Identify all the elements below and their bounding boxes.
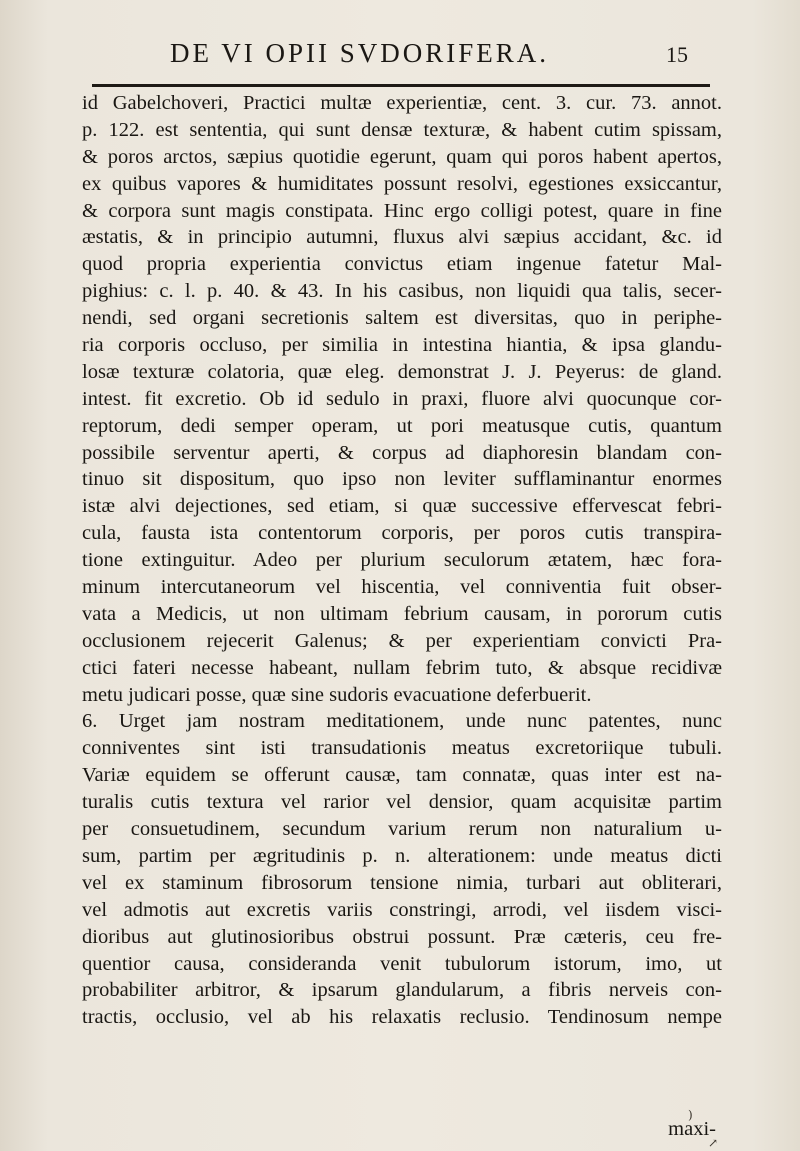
text-line: intest. fit excretio. Ob id sedulo in praxi, fluore alvi quocunque cor- <box>82 387 722 410</box>
text-line: metu judicari posse, quæ sine sudoris evacuatione deferbuerit. <box>82 683 592 706</box>
text-line: ctici fateri necesse habeant, nullam febrim tuto, & absque recidivæ <box>82 656 722 679</box>
text-line: tione extinguitur. Adeo per plurium seculorum ætatem, hæc fora- <box>82 549 722 572</box>
text-line: per consuetudinem, secundum varium rerum non naturalium u- <box>82 818 722 841</box>
page-header <box>140 38 700 78</box>
text-line: vata a Medicis, ut non ultimam febrium causam, in pororum cutis <box>82 602 722 625</box>
text-line: ria corporis occluso, per similia in intestina hiantia, & ipsa glandu- <box>82 334 722 357</box>
header-rule <box>92 84 710 87</box>
text-line: cula, fausta ista contentorum corporis, per poros cutis transpira- <box>82 522 722 545</box>
text-line: occlusionem rejecerit Galenus; & per experientiam convicti Pra- <box>82 629 722 652</box>
text-line: & corpora sunt magis constipata. Hinc ergo colligi potest, quare in fine <box>82 199 722 222</box>
text-line: p. 122. est sententia, qui sunt densæ texturæ, & habent cutim spissam, <box>82 118 722 141</box>
text-line: quentior causa, consideranda venit tubulorum istorum, imo, ut <box>82 952 722 975</box>
text-line: istæ alvi dejectiones, sed etiam, si quæ successive effervescat febri- <box>82 495 722 518</box>
text-line: quod propria experientia convictus etiam ingenue fatetur Mal- <box>82 253 722 276</box>
text-line: æstatis, & in principio autumni, fluxus alvi sæpius accidant, &c. id <box>82 226 722 249</box>
text-line: ex quibus vapores & humiditates possunt resolvi, egestiones exsiccantur, <box>82 172 722 195</box>
body-text <box>82 90 722 1031</box>
text-line: vel admotis aut excretis variis constringi, arrodi, vel iisdem visci- <box>82 898 722 921</box>
text-line: possibile serventur aperti, & corpus ad diaphoresin blandam con- <box>82 441 722 464</box>
text-line: nendi, sed organi secretionis saltem est diversitas, quo in periphe- <box>82 307 722 330</box>
text-line: & poros arctos, sæpius quotidie egerunt, quam qui poros habent apertos, <box>82 145 722 168</box>
ink-mark: ) <box>688 1108 693 1122</box>
text-line: pighius: c. l. p. 40. & 43. In his casibus, non liquidi qua talis, secer- <box>82 280 722 303</box>
ink-mark: ↗ <box>708 1136 719 1150</box>
page-number: 15 <box>666 42 688 67</box>
running-head: DE VI OPII SVDORIFERA. <box>170 38 550 68</box>
text-line: tinuo sit dispositum, quo ipso non leviter sufflaminantur enormes <box>82 468 722 491</box>
text-line: dioribus aut glutinosioribus obstrui possunt. Præ cæteris, ceu fre- <box>82 925 722 948</box>
text-line: turalis cutis textura vel rarior vel densior, quam acquisitæ partim <box>82 791 722 814</box>
text-line: reptorum, dedi semper operam, ut pori meatusque cutis, quantum <box>82 414 722 437</box>
text-line: vel ex staminum fibrosorum tensione nimia, turbari aut obliterari, <box>82 871 722 894</box>
text-line: conniventes sint isti transudationis meatus excretoriique tubuli. <box>82 737 722 760</box>
text-line: tractis, occlusio, vel ab his relaxatis reclusio. Tendinosum nempe <box>82 1006 722 1029</box>
text-line: id Gabelchoveri, Practici multæ experientiæ, cent. 3. cur. 73. annot. <box>82 92 722 114</box>
catchword: maxi- <box>668 1118 716 1140</box>
text-line: probabiliter arbitror, & ipsarum glandularum, a fibris nerveis con- <box>82 979 722 1002</box>
text-line: 6. Urget jam nostram meditationem, unde nunc patentes, nunc <box>82 710 722 733</box>
text-line: sum, partim per ægritudinis p. n. alterationem: unde meatus dicti <box>82 844 722 867</box>
text-line: Variæ equidem se offerunt causæ, tam connatæ, quas inter est na- <box>82 764 722 787</box>
text-line: losæ texturæ colatoria, quæ eleg. demonstrat J. J. Peyerus: de gland. <box>82 360 722 383</box>
text-line: minum intercutaneorum vel hiscentia, vel conniventia fuit obser- <box>82 576 722 599</box>
